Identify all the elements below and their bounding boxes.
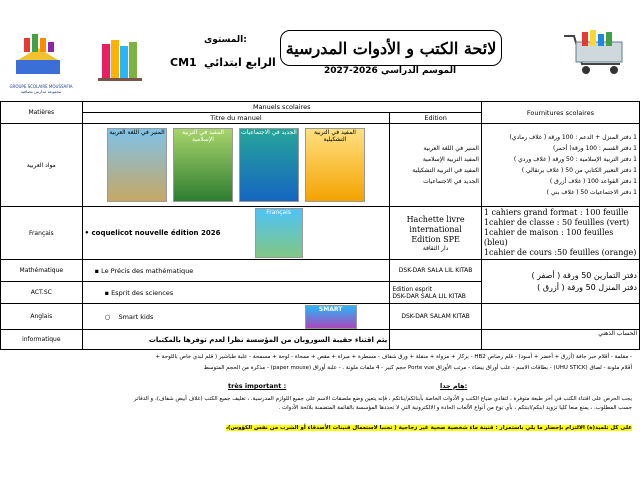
edition-informatique-empty	[390, 330, 482, 350]
row-arabe	[1, 124, 640, 207]
header-fournitures: Fournitures scolaires	[481, 102, 639, 124]
edition-francais-3: Edition SPE	[411, 234, 460, 244]
books-illustration	[96, 36, 144, 82]
shopping-cart-illustration	[560, 28, 630, 78]
fourniture-arabe-4: 1 دفتر التعبير الكتابي من 50 ( غلاف برتقالي )	[521, 167, 637, 174]
edition-sciences	[390, 282, 482, 304]
book-cover-arabic	[107, 128, 167, 202]
book-cover-islamic-title: المفيد في التربية الإسلامية	[181, 129, 224, 143]
matiere-informatique: informatique	[1, 330, 83, 350]
level-value: الرابع ابتدائي	[204, 56, 276, 69]
fournitures-anglais-empty	[481, 304, 639, 330]
fourniture-math-1: دفتر التمارين 50 ورقة ( أصفر )	[531, 270, 637, 280]
title-anglais-cell: ○ Smart kids SMART	[82, 304, 390, 330]
title-anglais: Smart kids	[118, 312, 154, 321]
school-logo-caption: GROUPE SCOLAIRE MOUSSAFIA مجموعة مدارس مصافية	[9, 84, 73, 94]
edition-sciences-2: DSK-DAR SALA LIL KITAB	[392, 292, 466, 300]
fourniture-francais-1: 1 cahiers grand format : 100 feuille	[483, 208, 629, 217]
header-matieres: Matières	[1, 102, 83, 124]
title-math: Le Précis des mathématique	[101, 266, 194, 275]
title-math-cell: ▪ Le Précis des mathématique	[82, 260, 390, 282]
page-title-text: لائحة الكتب و الأدوات المدرسية	[285, 38, 497, 58]
header-edition: Edition	[390, 113, 482, 124]
edition-sciences-1: Edition esprit	[392, 285, 433, 293]
row-math	[1, 260, 640, 282]
row-francais	[1, 207, 640, 260]
title-francais-cell: • coquelicot nouvelle édition 2026 Français	[82, 207, 390, 260]
row-informatique	[1, 330, 640, 350]
books-supplies-table	[0, 101, 640, 350]
book-cover-arabic-title: المنير في اللغة العربية	[109, 129, 165, 136]
edition-math: DSK-DAR SALA LIL KITAB	[390, 260, 482, 282]
edition-francais	[390, 207, 482, 260]
book-cover-social	[239, 128, 299, 202]
fourniture-math-2: دفتر المنزل 50 ورقة ( أزرق )	[537, 282, 637, 292]
header-manuels: Manuels scolaires	[82, 102, 481, 113]
book-cover-social-title: الجديد في الاجتماعيات	[241, 129, 297, 136]
edition-arabe	[390, 124, 482, 207]
fourniture-arabe-5: 1 دفتر القواعد 100 ( غلاف أزرق )	[549, 178, 637, 185]
matiere-sciences: ACT.SC	[1, 282, 83, 304]
edition-anglais: DSK-DAR SALAM KITAB	[390, 304, 482, 330]
title-francais: coquelicot nouvelle édition 2026	[91, 229, 221, 237]
fournitures-francais	[481, 207, 639, 260]
book-cover-islamic	[173, 128, 233, 202]
important-fr: très important :	[228, 382, 287, 390]
edition-francais-4: دار الثقافة	[422, 244, 449, 252]
edition-arabe-1: المنير في اللغة العربية	[423, 145, 479, 152]
book-cover-anglais	[305, 305, 357, 329]
fourniture-francais-3: 1cahier de maison : 100 feuilles (bleu)	[483, 228, 614, 247]
supplies-line-1: - مقلمة - أقلام حبر جافة (أزرق + أخضر + أسود) - قلم رصاص HB2 - بركار + مزواة + منقلة + ورق شفاف - مسطرة + مبراة + مقص + ممحاة - لوحة + مسمحة - علبة طباشير ( قلم لبدي خاص باللوحة +	[155, 354, 632, 360]
page-title	[280, 30, 502, 66]
title-sciences: Esprit des sciences	[111, 288, 174, 297]
note-2: حسب المطلوب. ، يمنع منعا كليا تزويد ابنكم/ابنتكم ، بأي نوع من أنواع الألعاب الحادة و الالكترونية التي لا تحددها المؤسسة بالقائمة المتضمنة بلائحة الأدوات .	[278, 405, 632, 411]
edition-arabe-4: الجديد في الاجتماعيات	[423, 178, 479, 185]
matiere-math: Mathématique	[1, 260, 83, 282]
matiere-francais: Français	[1, 207, 83, 260]
edition-arabe-3: المفيد في التربية التشكيلية	[412, 167, 479, 174]
matiere-anglais: Anglais	[1, 304, 83, 330]
title-informatique: يتم اقتناء حقيبة السوروبان من المؤسسة نظرا لعدم توفرها بالمكتبات	[82, 330, 390, 350]
edition-arabe-2: المفيد التربية الإسلامية	[422, 156, 479, 163]
fourniture-francais-2: 1cahier de classe : 50 feuilles (vert)	[483, 218, 630, 227]
note-1: يجب الحرص على اقتناء الكتب في آخر طبعة متوفرة ، لتفادي ضياع الكتب و الأدوات الخاصة بأبنائكم/بناتكم ، فإنه يتعين وضع ملصقات الاسم على جميع اللوازم المدرسية. ، تغليف جميع الكتب (غلاف أبيض شفاف)، و الدفاتر	[133, 396, 632, 402]
arabic-book-covers	[82, 124, 390, 207]
note-4-text: على كل تلميذ(ة) الالتزام بإحضار ما يلي باستمرار : قنينة ماء شخصية صحية غير زجاجية ( تجنبا لاستعمال قنينات الأصدقاء أو الشرب من نفس الكؤوس)،	[225, 425, 632, 431]
fournitures-math	[481, 260, 639, 304]
row-anglais	[1, 304, 640, 330]
note-4	[0, 424, 640, 432]
book-cover-art-title: المفيد في التربية التشكيلية	[313, 129, 356, 143]
fourniture-arabe-1: 1 دفتر المنزل + الدعم : 100 ورقة ( غلاف رمادي)	[509, 134, 637, 141]
book-cover-francais-title: Français	[266, 209, 291, 216]
edition-francais-2: international	[409, 224, 462, 234]
level-label: المستوى:	[204, 35, 247, 45]
book-cover-art	[305, 128, 365, 202]
school-year: الموسم الدراسي 2026-2027	[323, 66, 457, 76]
fourniture-francais-4: 1cahier de cours :50 feuilles (orange)	[483, 248, 637, 257]
supplies-heading: الحساب الذهني	[481, 330, 639, 350]
book-cover-francais	[255, 208, 303, 258]
fournitures-arabe	[481, 124, 639, 207]
book-cover-anglais-title: SMART	[318, 305, 343, 313]
school-logo	[12, 30, 64, 82]
fourniture-arabe-3: 1 دفتر التربية الإسلامية : 50 ورقة ( غلاف وردي )	[513, 156, 637, 163]
supplies-line-2: أقلام ملونة - لصاق (UHU STICK) - بطاقات الاسم - علب أوراق بيضاء - مرتب الأوراق Porte vue حجم كبير - 4 ملفات ملونة . - علبة أوراق (paper mouse) - مذكرة من الحجم المتوسط	[203, 365, 632, 371]
fourniture-arabe-6: 1 دفتر الاجتماعيات 50 ( غلاف بني )	[546, 189, 637, 196]
header-titre: Titre du manuel	[82, 113, 390, 124]
matiere-arabe: مواد العربية	[1, 124, 83, 207]
important-ar: هام جدا:	[440, 382, 468, 390]
title-sciences-cell: ▪ Esprit des sciences	[82, 282, 390, 304]
level-code: CM1	[170, 56, 197, 69]
edition-francais-1: Hachette livre	[406, 214, 465, 224]
fourniture-arabe-2: 1 دفتر القسم : 100 ورقة( أحمر)	[553, 145, 637, 152]
